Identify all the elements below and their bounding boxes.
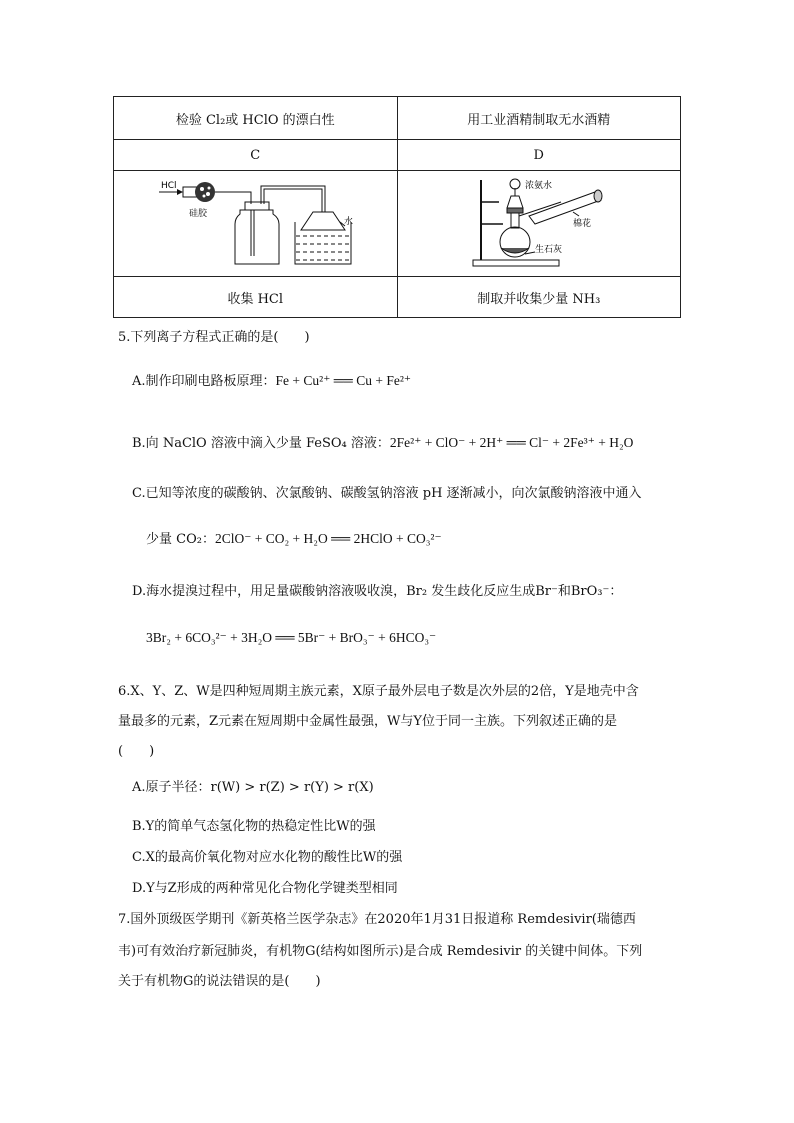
- q6-option-d: D.Y与Z形成的两种常见化合物化学键类型相同: [132, 881, 398, 896]
- cotton-label: 棉花: [572, 218, 591, 229]
- q5-option-b: [132, 432, 633, 451]
- cell-test-bleaching: 检验 Cl₂或 HClO 的漂白性: [114, 97, 398, 140]
- q5-option-a: [132, 370, 411, 389]
- cell-make-nh3: 制取并收集少量 NH₃: [397, 277, 681, 318]
- q5-stem: 5.下列离子方程式正确的是( ): [118, 330, 310, 345]
- q5-a-text: A.制作印刷电路板原理：: [132, 374, 276, 389]
- q5-d-equation: 3Br₂ + 6CO₃²⁻ + 3H₂O ══ 5Br⁻ + BrO₃⁻ + 6HCO₃⁻: [146, 630, 437, 645]
- cell-collect-hcl: 收集 HCl: [114, 277, 398, 318]
- q5-option-c-cont: [146, 528, 442, 547]
- q5-c-equation: 2ClO⁻ + CO₂ + H₂O ══ 2HClO + CO₃²⁻: [214, 531, 442, 546]
- experiment-table: [113, 96, 681, 318]
- q7-stem-line1: 7.国外顶级医学期刊《新英格兰医学杂志》在2020年1月31日报道称 Remdesivir(瑞德西: [118, 912, 636, 927]
- water-label: 水: [344, 216, 354, 227]
- cell-label-d: D: [397, 140, 681, 171]
- q7-stem-line2: 韦)可有效治疗新冠肺炎，有机物G(结构如图所示)是合成 Remdesivir 的关键中间体。下列: [118, 944, 643, 959]
- q6-option-a: A.原子半径：r(W) > r(Z) > r(Y) > r(X): [132, 780, 374, 795]
- q5-c-text2: 少量 CO₂：: [146, 532, 215, 547]
- q7-stem-line3: 关于有机物G的说法错误的是( ): [118, 974, 321, 989]
- cell-label-c: C: [114, 140, 398, 171]
- cell-diagram-c: [114, 171, 398, 277]
- q6-option-c: C.X的最高价氧化物对应水化物的酸性比W的强: [132, 850, 403, 865]
- apparatus-collect-hcl-diagram: [155, 172, 355, 272]
- cell-anhydrous-alcohol: 用工业酒精制取无水酒精: [397, 97, 681, 140]
- cell-diagram-d: [397, 171, 681, 277]
- q5-option-d: D.海水提溴过程中，用足量碳酸钠溶液吸收溴，Br₂ 发生歧化反应生成Br⁻和BrO₃⁻：: [132, 584, 623, 599]
- q6-option-b: B.Y的简单气态氢化物的热稳定性比W的强: [132, 819, 376, 834]
- q6-stem-line3: ( ): [118, 744, 155, 759]
- apparatus-make-nh3-diagram: [469, 172, 609, 272]
- q5-option-c: C.已知等浓度的碳酸钠、次氯酸钠、碳酸氢钠溶液 pH 逐渐减小，向次氯酸钠溶液中通入: [132, 486, 642, 501]
- q5-b-text: B.向 NaClO 溶液中滴入少量 FeSO₄ 溶液：: [132, 436, 390, 451]
- silica-gel-label: 硅胶: [189, 208, 208, 219]
- q6-stem-line1: 6.X、Y、Z、W是四种短周期主族元素，X原子最外层电子数是次外层的2倍，Y是地壳中含: [118, 684, 639, 699]
- ammonia-water-label: 浓氨水: [524, 180, 552, 191]
- hcl-gas-label: HCl: [161, 180, 177, 191]
- q5-b-equation: 2Fe²⁺ + ClO⁻ + 2H⁺ ══ Cl⁻ + 2Fe³⁺ + H₂O: [389, 435, 634, 450]
- q5-a-equation: Fe + Cu²⁺ ══ Cu + Fe²⁺: [275, 373, 411, 388]
- q6-stem-line2: 量最多的元素，Z元素在短周期中金属性最强，W与Y位于同一主族。下列叙述正确的是: [118, 714, 617, 729]
- quicklime-label: 生石灰: [534, 244, 562, 255]
